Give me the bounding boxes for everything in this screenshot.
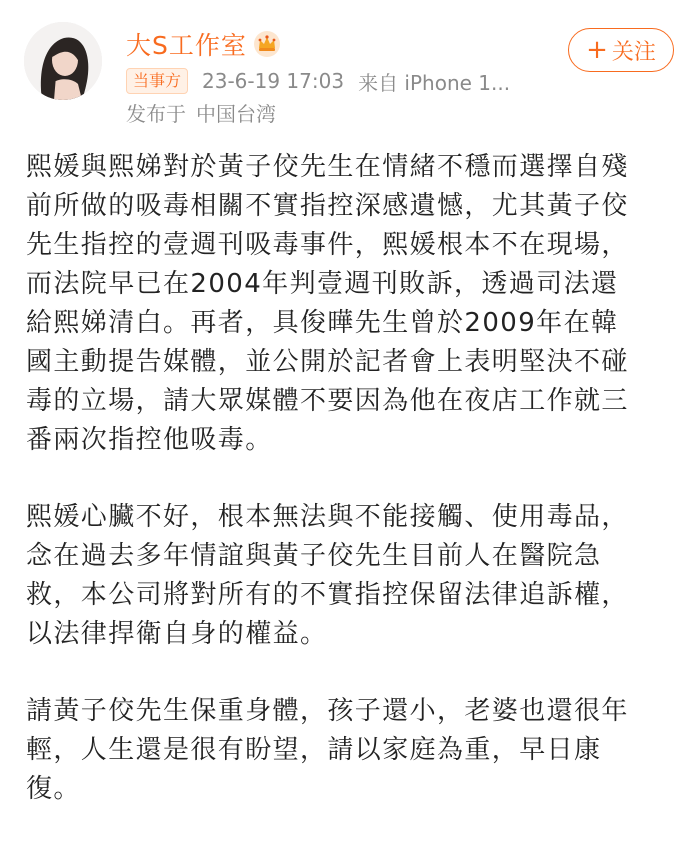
post-paragraph [26,148,676,460]
post-timestamp: 23-6-19 17:03 [202,69,345,93]
follow-button[interactable] [568,28,674,72]
post-location [126,98,276,126]
post-line: 給熙娣清白。再者，具俊曄先生曾於2009年在韓 [26,308,619,338]
avatar[interactable] [24,22,102,100]
party-badge: 当事方 [126,68,188,94]
post-header [0,0,700,130]
post-line: 國主動提告媒體，並公開於記者會上表明堅決不碰 [26,347,629,377]
post-body [26,148,676,809]
post-line: 以法律捍衛自身的權益。 [26,619,328,649]
location-name: 中国台湾 [196,101,276,126]
post-paragraph [26,692,676,809]
post-line: 輕，人生還是很有盼望，請以家庭為重，早日康 [26,735,602,765]
post-line: 毒的立場，請大眾媒體不要因為他在夜店工作就三 [26,386,629,416]
post-source: 来自 iPhone 1... [358,70,511,95]
post-line: 而法院早已在2004年判壹週刊敗訴，透過司法還 [26,269,619,299]
location-prefix: 发布于 [126,101,186,126]
post-line: 救，本公司將對所有的不實指控保留法律追訴權， [26,580,629,610]
crown-icon [253,30,281,58]
plus-icon: + [586,35,608,65]
post-line: 念在過去多年情誼與黃子佼先生目前人在醫院急 [26,541,602,571]
username[interactable]: 大S工作室 [126,31,247,60]
post-line: 先生指控的壹週刊吸毒事件，熙媛根本不在現場， [26,230,629,260]
post-meta [126,66,510,96]
paragraph-spacer [26,460,676,498]
post-line: 復。 [26,774,81,804]
follow-label: 关注 [611,39,656,65]
paragraph-spacer [26,654,676,692]
post-line: 請黃子佼先生保重身體，孩子還小，老婆也還很年 [26,696,629,726]
post-line: 前所做的吸毒相關不實指控深感遺憾，尤其黃子佼 [26,191,629,221]
post-line: 熙媛心臟不好，根本無法與不能接觸、使用毒品， [26,502,629,532]
post-paragraph [26,498,676,654]
post-line: 番兩次指控他吸毒。 [26,425,273,455]
portrait-avatar-icon [24,22,102,100]
post-line: 熙媛與熙娣對於黃子佼先生在情緒不穩而選擇自殘 [26,152,629,182]
username-row [126,26,281,62]
